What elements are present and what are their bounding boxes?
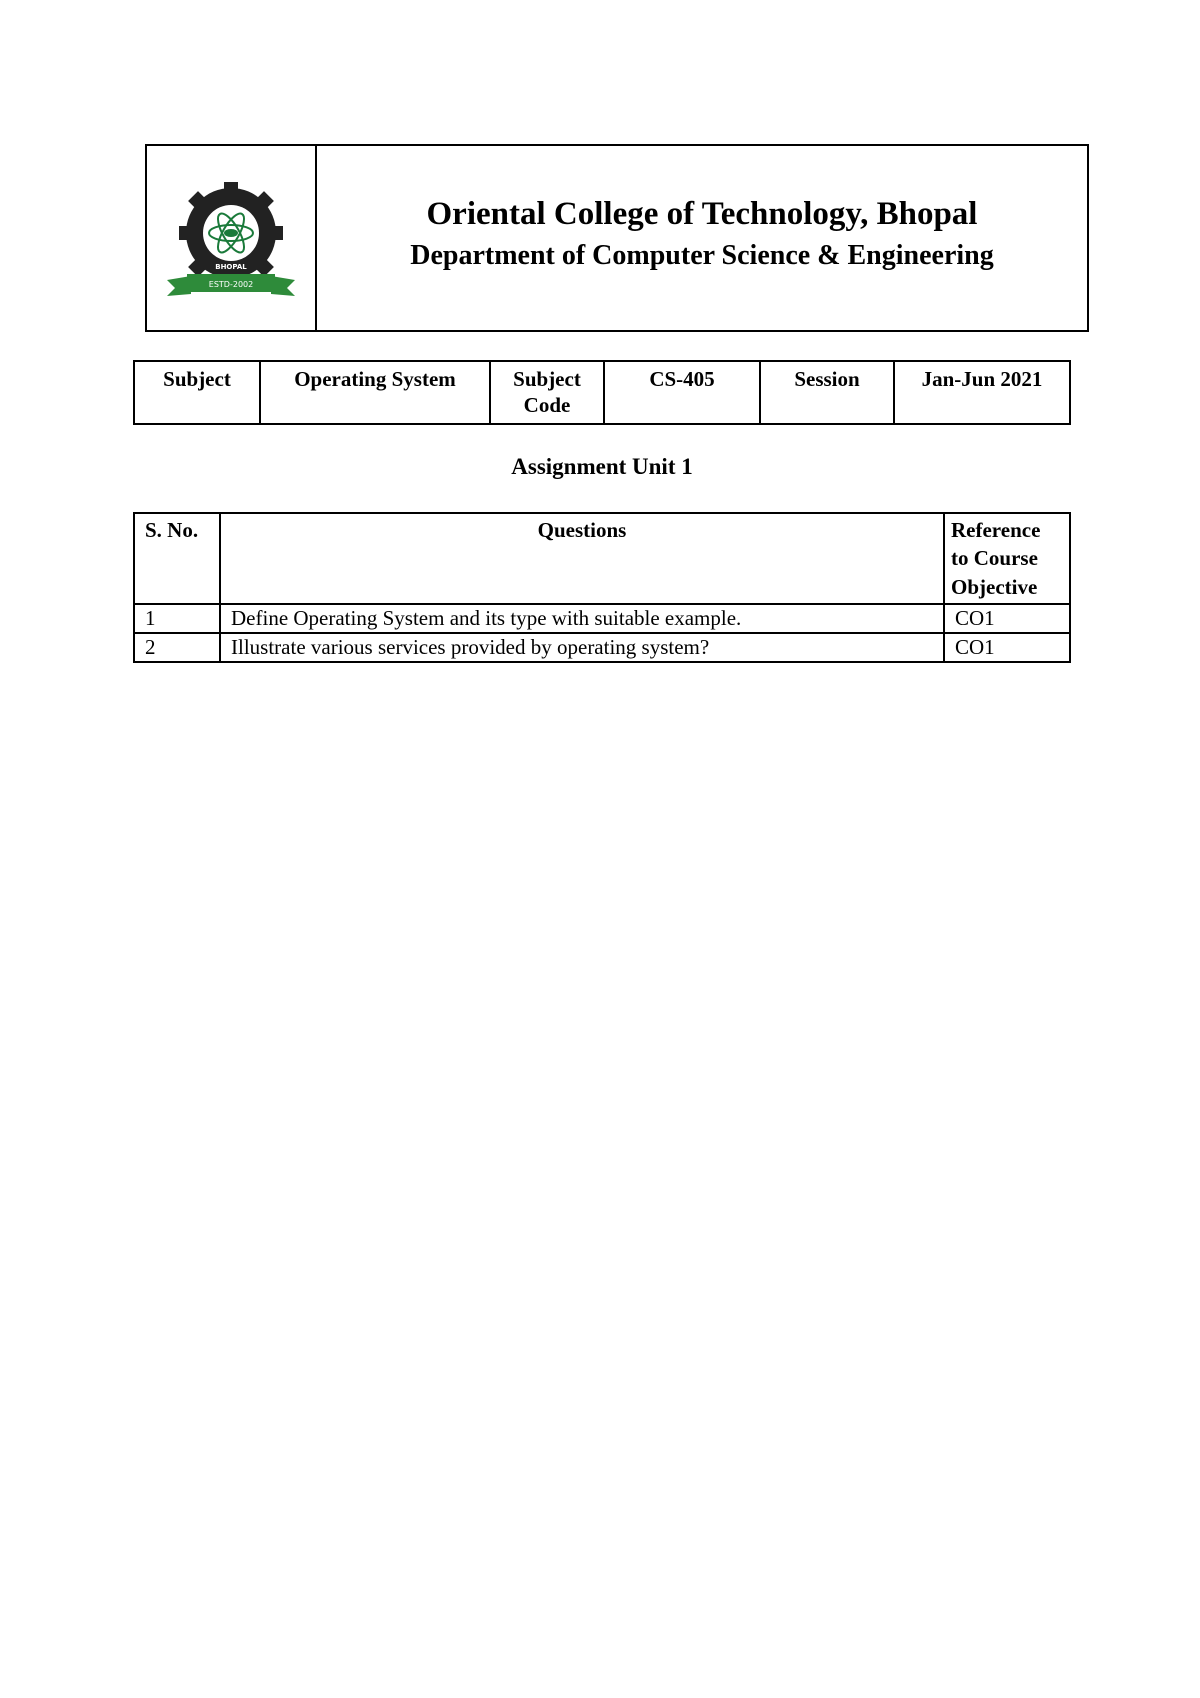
- subject-label: Subject: [134, 361, 260, 424]
- row-question: Define Operating System and its type with suitable example.: [220, 604, 944, 633]
- logo-bottom-text: BHOPAL: [215, 263, 247, 271]
- college-name: Oriental College of Technology, Bhopal: [426, 196, 978, 233]
- assignment-title: Assignment Unit 1: [511, 454, 693, 479]
- subject-code-label: [490, 361, 604, 424]
- header-reference-line2: to Course: [951, 546, 1038, 571]
- subject-info-table: [133, 360, 1071, 425]
- subject-value: Operating System: [260, 361, 490, 424]
- row-co: CO1: [944, 604, 1070, 633]
- session-value: Jan-Jun 2021: [894, 361, 1070, 424]
- subject-code-value: CS-405: [604, 361, 760, 424]
- logo-ribbon-text: ESTD-2002: [208, 280, 254, 289]
- header-sno: S. No.: [134, 513, 220, 604]
- department-name: Department of Computer Science & Engineering: [410, 240, 994, 271]
- table-row: [134, 633, 1070, 662]
- session-label: Session: [760, 361, 894, 424]
- subject-code-label-line1: Subject: [513, 367, 581, 391]
- college-logo: [161, 168, 301, 308]
- title-cell: [317, 146, 1087, 330]
- logo-cell: [147, 146, 317, 330]
- row-sno: 1: [134, 604, 220, 633]
- questions-header-row: [134, 513, 1070, 604]
- row-sno: 2: [134, 633, 220, 662]
- header-reference-line3: Objective: [951, 574, 1038, 599]
- row-co: CO1: [944, 633, 1070, 662]
- table-row: [134, 604, 1070, 633]
- header-questions: Questions: [220, 513, 944, 604]
- subject-info-row: [134, 361, 1070, 424]
- questions-table: [133, 512, 1071, 663]
- subject-code-label-line2: Code: [523, 393, 571, 418]
- header-reference-line1: Reference: [951, 518, 1041, 542]
- row-question: Illustrate various services provided by operating system?: [220, 633, 944, 662]
- header-box: [145, 144, 1089, 332]
- header-reference: [944, 513, 1070, 604]
